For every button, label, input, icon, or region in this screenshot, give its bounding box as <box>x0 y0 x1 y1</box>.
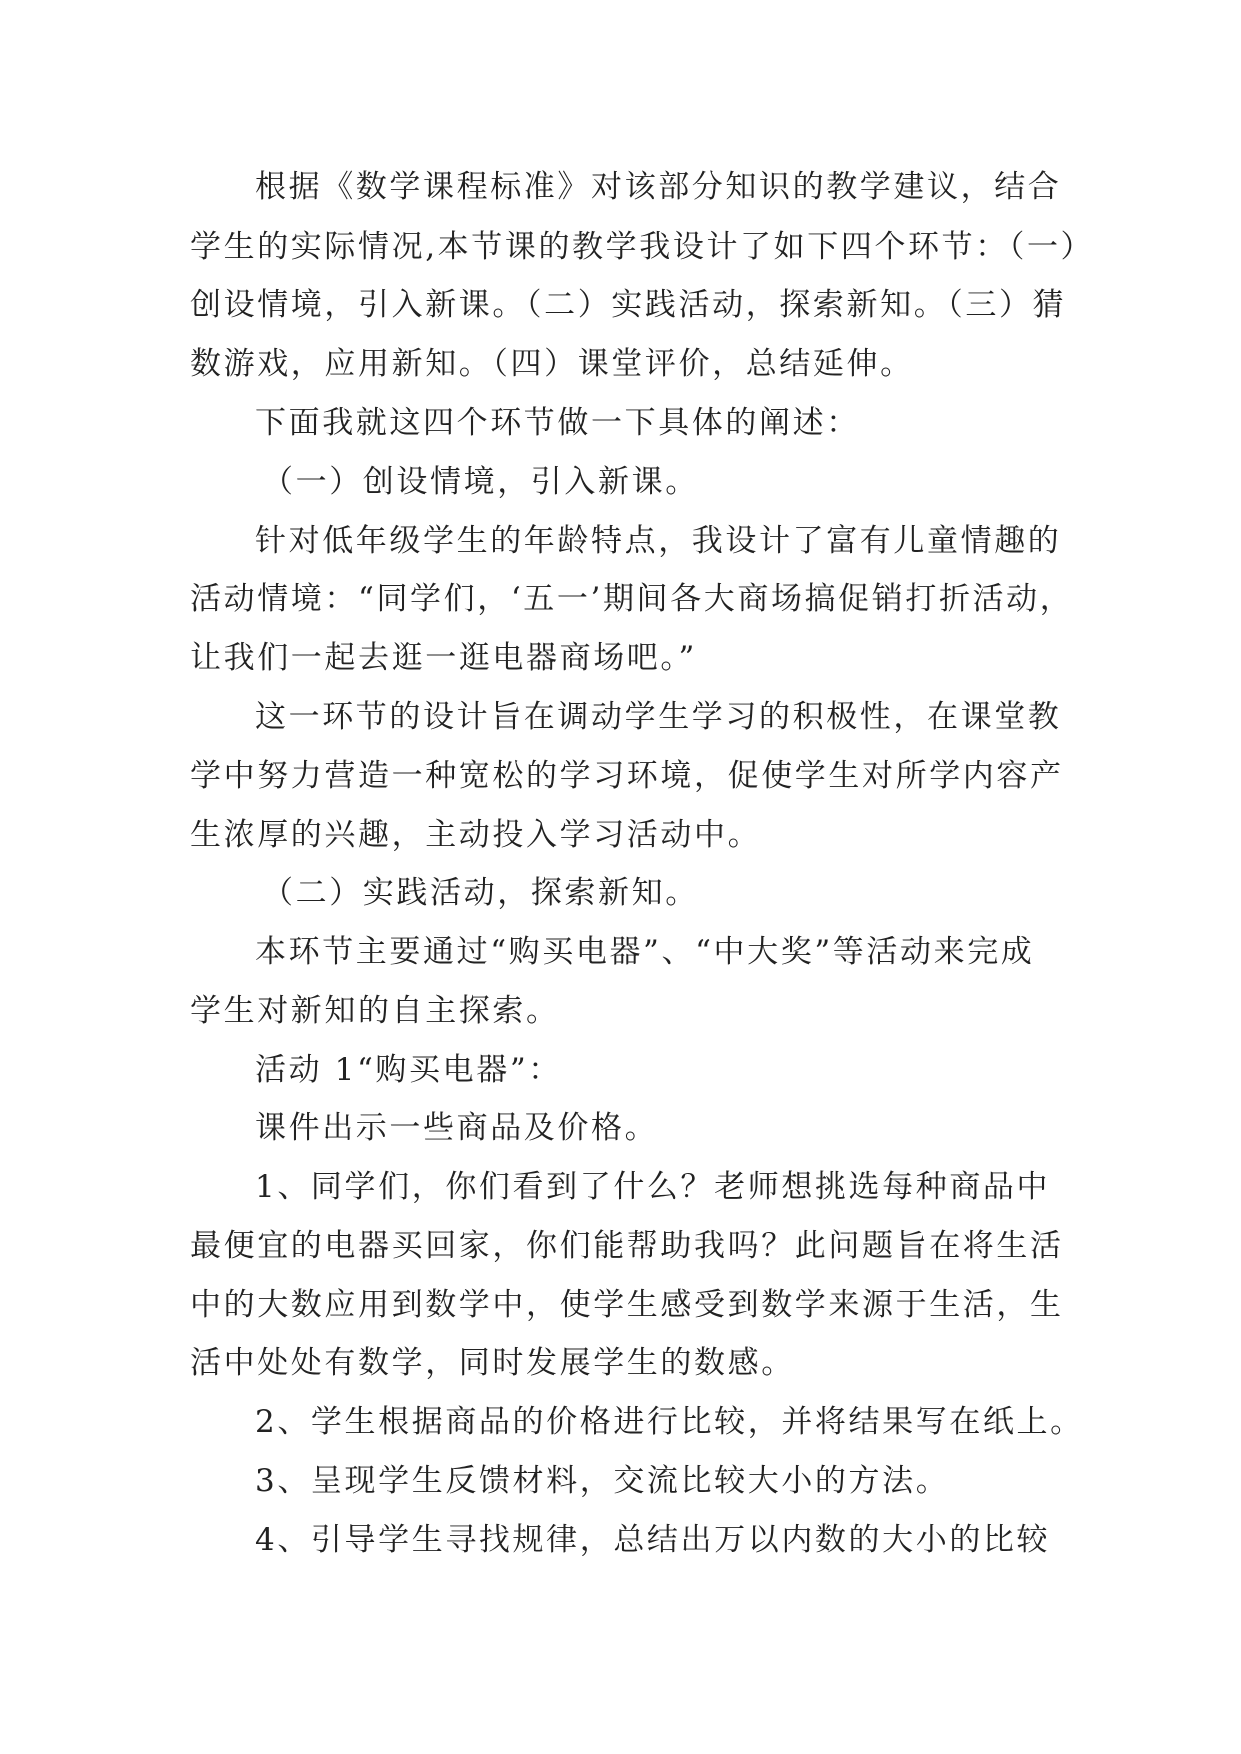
paragraph-line: 让我们一起去逛一逛电器商场吧。” <box>190 640 697 676</box>
paragraph-line: 活动 1“购买电器”： <box>255 1052 562 1088</box>
section-heading: （一）创设情境，引入新课。 <box>262 464 699 500</box>
paragraph-line: 课件出示一些商品及价格。 <box>255 1110 659 1146</box>
paragraph-line: 数游戏，应用新知。（四）课堂评价，总结延伸。 <box>190 346 914 382</box>
paragraph-line: 4、引导学生寻找规律，总结出万以内数的大小的比较 <box>255 1522 1051 1558</box>
paragraph-line: 下面我就这四个环节做一下具体的阐述： <box>255 405 860 441</box>
paragraph-line: 学生的实际情况,本节课的教学我设计了如下四个环节：（一） <box>190 229 1095 265</box>
paragraph-line: 生浓厚的兴趣，主动投入学习活动中。 <box>190 817 762 853</box>
paragraph-line: 学中努力营造一种宽松的学习环境，促使学生对所学内容产 <box>190 758 1064 794</box>
paragraph-line: 针对低年级学生的年龄特点，我设计了富有儿童情趣的 <box>255 523 1062 559</box>
paragraph-line: 学生对新知的自主探索。 <box>190 993 560 1029</box>
paragraph-line: 创设情境，引入新课。（二）实践活动，探索新知。（三）猜 <box>190 287 1067 323</box>
paragraph-line: 根据《数学课程标准》对该部分知识的教学建议，结合 <box>255 169 1062 205</box>
section-heading: （二）实践活动，探索新知。 <box>262 875 699 911</box>
paragraph-line: 最便宜的电器买回家，你们能帮助我吗？此问题旨在将生活 <box>190 1228 1064 1264</box>
paragraph-line: 本环节主要通过“购买电器”、“中大奖”等活动来完成 <box>255 934 1035 970</box>
paragraph-line: 活中处处有数学，同时发展学生的数感。 <box>190 1345 795 1381</box>
paragraph-line: 1、同学们，你们看到了什么？老师想挑选每种商品中 <box>255 1169 1051 1205</box>
paragraph-line: 中的大数应用到数学中，使学生感受到数学来源于生活，生 <box>190 1287 1064 1323</box>
paragraph-line: 这一环节的设计旨在调动学生学习的积极性，在课堂教 <box>255 699 1062 735</box>
paragraph-line: 活动情境：“同学们，‘五一’期间各大商场搞促销打折活动， <box>190 581 1074 617</box>
paragraph-line: 2、学生根据商品的价格进行比较，并将结果写在纸上。 <box>255 1404 1084 1440</box>
paragraph-line: 3、呈现学生反馈材料，交流比较大小的方法。 <box>255 1463 950 1499</box>
